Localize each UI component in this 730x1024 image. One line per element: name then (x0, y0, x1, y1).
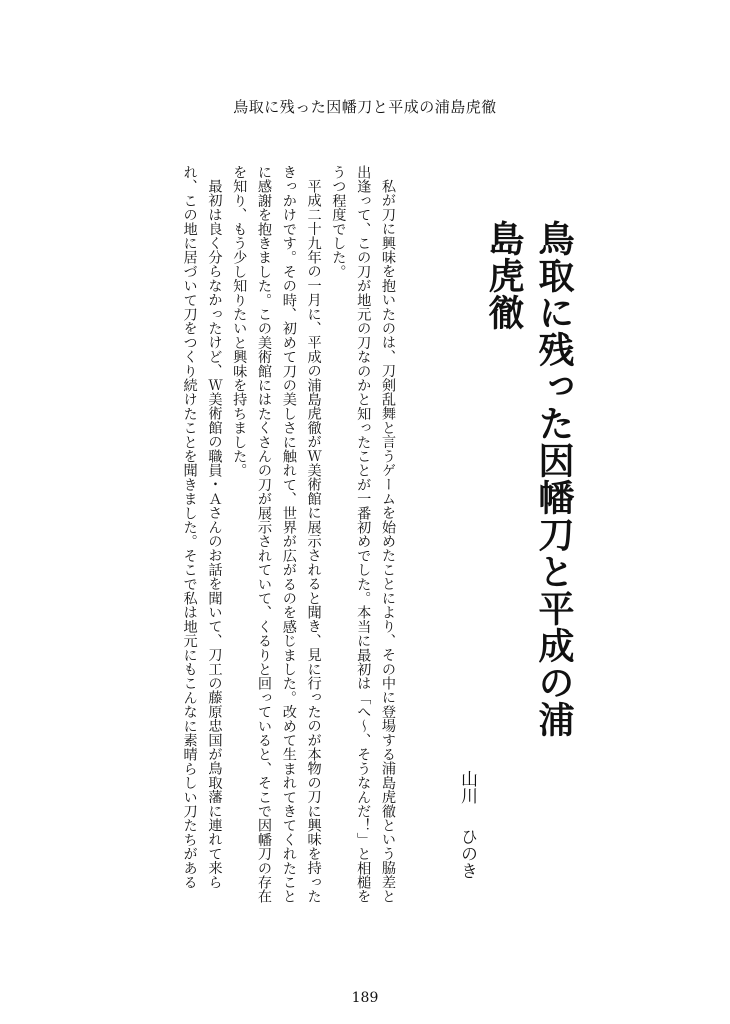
author-name (454, 770, 480, 910)
author-given-name: ひのき (457, 828, 477, 879)
paragraph: 最初は良く分らなかったけど、Ｗ美術館の職員・Ａさんのお話を聞いて、刀工の藤原忠国が鳥取藩に連れて来られ、この地に居づいて刀をつくり続けたことを聞きました。そこで私は地元にもこんなに素晴らしい刀たちがある (181, 165, 223, 890)
author-family-name: 山川 (457, 770, 477, 804)
article-title: 鳥取に残った因幡刀と平成の浦島虎徹 (483, 220, 574, 738)
paragraph: 平成二十九年の一月に、平成の浦島虎徹がＷ美術館に展示されると聞き、見に行ったのが本物の刀に興味を持ったきっかけです。その時、初めて刀の美しさに触れて、世界が広がるのを感じました。改めて生まれてきてくれたことに感謝を抱きました。この美術館にはたくさんの刀が展示されていて、くるりと回っていると、そこで因幡刀の存在を知り、もう少し知りたいと興味を持ちました。 (231, 165, 322, 904)
page-number: 189 (351, 990, 379, 1006)
running-header: 鳥取に残った因幡刀と平成の浦島虎徹 (233, 98, 497, 116)
paragraph: 私が刀に興味を抱いたのは、刀剣乱舞と言うゲームを始めたことにより、その中に登場する浦島虎徹という脇差と出逢って、この刀が地元の刀なのかと知ったことが一番初めでした。本当に最初は「へ〜、そうなんだ！」と相槌をうつ程度でした。 (330, 165, 396, 904)
article-body (150, 165, 400, 915)
